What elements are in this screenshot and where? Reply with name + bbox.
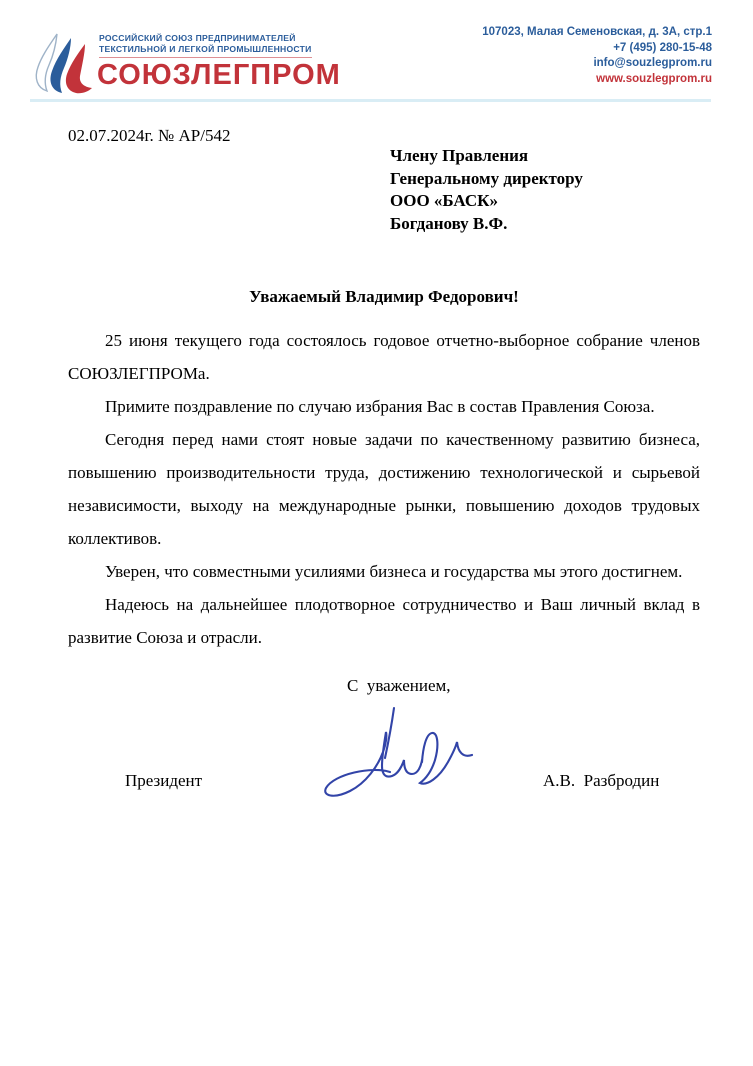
- recipient-line: Богданову В.Ф.: [390, 213, 508, 233]
- contact-address: 107023, Малая Семеновская, д. 3А, стр.1: [482, 26, 712, 38]
- body-paragraph: Сегодня перед нами стоят новые задачи по качественному развитию бизнеса, повышению производительности труда, достижению технологической и сырьевой независимости, выходу на международные рынки, повышению доходов трудовых коллективов.: [68, 430, 700, 548]
- letter-body: [68, 324, 700, 654]
- recipient-block: [390, 145, 583, 235]
- soyuzlegprom-logo-icon: [33, 33, 93, 95]
- recipient-line: ООО «БАСК»: [390, 191, 498, 210]
- org-name-block: [99, 33, 312, 55]
- salutation: Уважаемый Владимир Федорович!: [249, 287, 519, 306]
- body-paragraph: Уверен, что совместными усилиями бизнеса и государства мы этого достигнем.: [105, 562, 683, 581]
- org-tagline-line1: РОССИЙСКИЙ СОЮЗ ПРЕДПРИНИМАТЕЛЕЙ: [99, 33, 296, 43]
- contact-phone: +7 (495) 280-15-48: [613, 41, 712, 54]
- contact-block: [482, 25, 712, 87]
- reference-number-line: 02.07.2024г. № АР/542: [68, 126, 231, 145]
- recipient-line: Генеральному директору: [390, 168, 583, 188]
- signer-name: А.В. Разбродин: [543, 771, 660, 790]
- contact-email: info@souzlegprom.ru: [593, 57, 712, 69]
- org-wordmark: СОЮЗЛЕГПРОМ: [97, 59, 341, 91]
- header-divider: [30, 99, 711, 102]
- body-paragraph: Надеюсь на дальнейшее плодотворное сотрудничество и Ваш личный вклад в развитие Союза и отрасли.: [68, 595, 700, 647]
- org-tagline-line2: ТЕКСТИЛЬНОЙ И ЛЕГКОЙ ПРОМЫШЛЕННОСТИ: [99, 44, 312, 54]
- valediction: С уважением,: [347, 676, 451, 695]
- signer-title: Президент: [125, 771, 203, 790]
- handwritten-signature-icon: [320, 700, 482, 810]
- recipient-line: Члену Правления: [390, 146, 529, 165]
- body-paragraph: 25 июня текущего года состоялось годовое отчетно-выборное собрание членов СОЮЗЛЕГПРОМа.: [68, 331, 700, 383]
- tagline-divider: [99, 57, 312, 58]
- contact-website: www.souzlegprom.ru: [596, 72, 712, 85]
- body-paragraph: Примите поздравление по случаю избрания Вас в состав Правления Союза.: [105, 397, 655, 416]
